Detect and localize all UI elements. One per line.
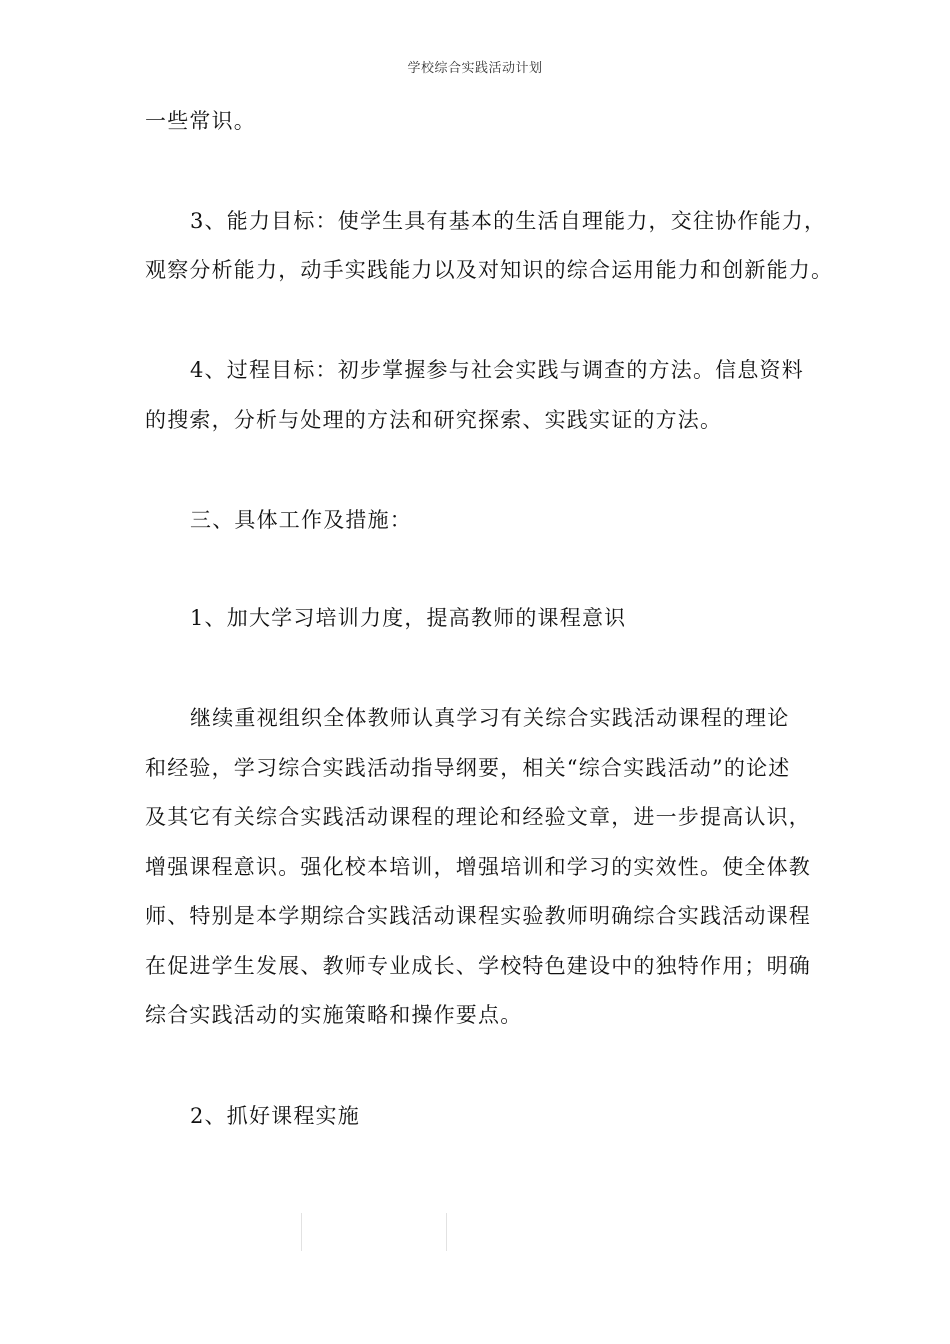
paragraph-line-1: 继续重视组织全体教师认真学习有关综合实践活动课程的理论 [190, 706, 790, 730]
section-heading-measures: 三、具体工作及措施： [190, 508, 412, 532]
footer-divider-left [301, 1213, 302, 1251]
page-header-title: 学校综合实践活动计划 [407, 61, 543, 76]
footer-divider-right [446, 1213, 447, 1251]
paragraph-line-7: 综合实践活动的实施策略和操作要点。 [145, 1003, 523, 1027]
text-line-process-goal-cont: 的搜索，分析与处理的方法和研究探索、实践实证的方法。 [145, 408, 723, 432]
paragraph-line-6: 在促进学生发展、教师专业成长、学校特色建设中的独特作用；明确 [145, 954, 811, 978]
subheading-training: 1、加大学习培训力度，提高教师的课程意识 [190, 606, 627, 630]
paragraph-line-3: 及其它有关综合实践活动课程的理论和经验文章，进一步提高认识， [145, 805, 811, 829]
paragraph-line-2: 和经验，学习综合实践活动指导纲要，相关“综合实践活动”的论述 [145, 756, 791, 780]
paragraph-line-5: 师、特别是本学期综合实践活动课程实验教师明确综合实践活动课程 [145, 904, 811, 928]
text-line-common-sense: 一些常识。 [145, 109, 256, 133]
subheading-course-implementation: 2、抓好课程实施 [190, 1104, 360, 1128]
text-line-ability-goal: 3、能力目标：使学生具有基本的生活自理能力，交往协作能力， [190, 209, 827, 233]
paragraph-line-4: 增强课程意识。强化校本培训，增强培训和学习的实效性。使全体教 [145, 855, 811, 879]
text-line-ability-goal-cont: 观察分析能力，动手实践能力以及对知识的综合运用能力和创新能力。 [145, 258, 834, 282]
text-line-process-goal: 4、过程目标：初步掌握参与社会实践与调查的方法。信息资料 [190, 358, 804, 382]
